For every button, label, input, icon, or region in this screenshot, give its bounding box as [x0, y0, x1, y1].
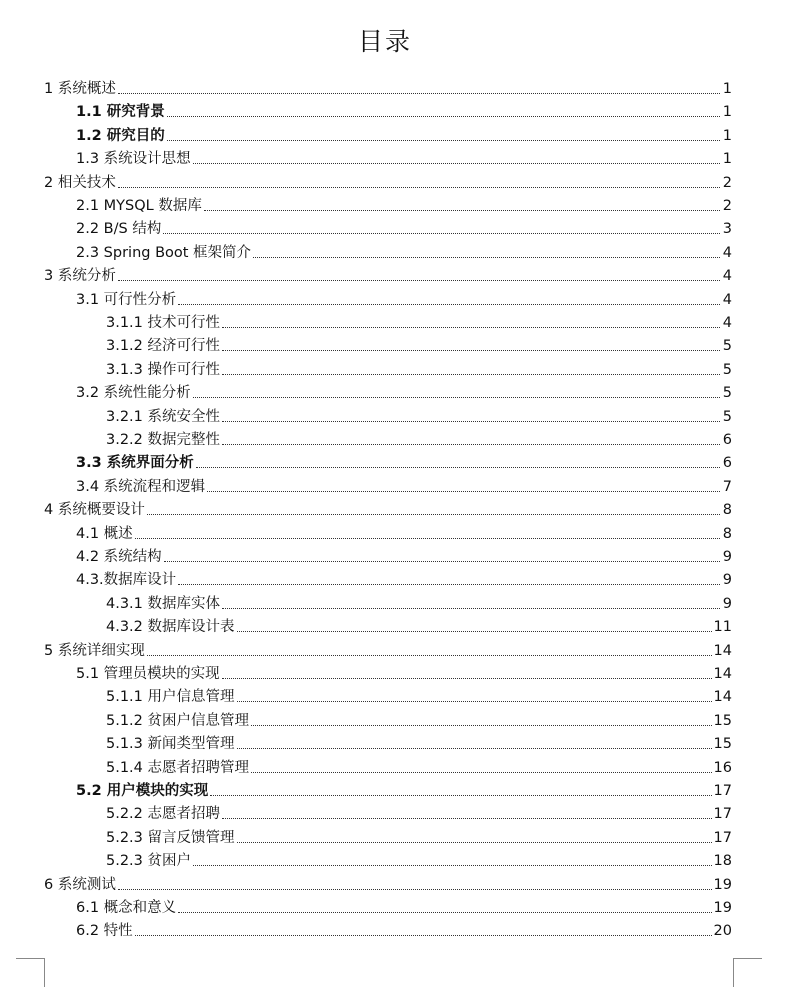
toc-entry[interactable] — [76, 567, 732, 589]
toc-entry-label: 3.2.2 数据完整性 — [106, 432, 221, 448]
toc-entry[interactable] — [76, 895, 732, 917]
toc-entry[interactable] — [76, 287, 732, 309]
toc-entry-label: 4 系统概要设计 — [44, 502, 145, 519]
toc-leader-dots — [222, 817, 712, 819]
toc-entry[interactable] — [44, 76, 732, 98]
toc-entry-label: 3.4 系统流程和逻辑 — [76, 478, 206, 495]
toc-entry[interactable] — [76, 123, 732, 145]
toc-title: 目录 — [357, 27, 412, 56]
toc-entry-label: 2.3 Spring Boot 框架简介 — [76, 244, 252, 261]
toc-entry-label: 5.1.4 志愿者招聘管理 — [106, 759, 250, 776]
toc-entry-page-number: 9 — [722, 549, 732, 565]
toc-leader-dots — [118, 279, 720, 281]
toc-leader-dots — [222, 677, 712, 679]
toc-entry-page-number: 14 — [713, 666, 732, 682]
toc-entry-label: 6.1 概念和意义 — [76, 900, 177, 916]
toc-leader-dots — [135, 934, 712, 936]
toc-entry[interactable] — [106, 404, 732, 426]
toc-entry[interactable] — [106, 755, 732, 777]
toc-leader-dots — [147, 513, 720, 515]
toc-entry[interactable] — [76, 661, 732, 683]
toc-entry-page-number: 7 — [722, 478, 732, 495]
toc-entry-label: 5.2.3 贫困户 — [106, 853, 192, 870]
toc-entry-label: 4.2 系统结构 — [76, 549, 162, 565]
toc-entry-page-number: 3 — [722, 221, 732, 238]
toc-entry[interactable] — [76, 146, 732, 168]
toc-entry-label: 1.1 研究背景 — [76, 104, 165, 121]
toc-entry[interactable] — [106, 708, 732, 730]
page-corner-mark-left — [16, 958, 45, 987]
toc-entry[interactable] — [106, 357, 732, 379]
toc-entry-page-number: 5 — [722, 385, 732, 402]
toc-entry-label: 5.1.3 新闻类型管理 — [106, 736, 235, 753]
toc-entry[interactable] — [106, 427, 732, 449]
toc-entry-page-number: 4 — [722, 291, 732, 308]
toc-leader-dots — [237, 747, 712, 749]
toc-leader-dots — [204, 209, 720, 211]
toc-entry[interactable] — [76, 216, 732, 238]
toc-entry-page-number: 15 — [713, 736, 732, 753]
toc-entry-page-number: 5 — [722, 408, 732, 425]
toc-leader-dots — [135, 537, 720, 539]
toc-entry-page-number: 15 — [713, 712, 732, 729]
toc-entry[interactable] — [76, 450, 732, 472]
toc-entry-page-number: 8 — [722, 502, 732, 519]
toc-entry[interactable] — [106, 591, 732, 613]
toc-leader-dots — [222, 373, 720, 375]
toc-entry-page-number: 14 — [713, 689, 732, 706]
toc-entry[interactable] — [44, 170, 732, 192]
toc-entry-label: 5.1.2 贫困户信息管理 — [106, 712, 250, 729]
toc-leader-dots — [163, 232, 720, 234]
toc-entry[interactable] — [44, 872, 732, 894]
toc-entry[interactable] — [44, 263, 732, 285]
toc-entry-page-number: 18 — [713, 853, 732, 870]
toc-leader-dots — [193, 864, 712, 866]
toc-entry-label: 3.1.2 经济可行性 — [106, 338, 221, 355]
toc-entry-page-number: 9 — [722, 595, 732, 612]
toc-entry-label: 2 相关技术 — [44, 174, 116, 191]
toc-entry-label: 5 系统详细实现 — [44, 642, 145, 659]
toc-entry-page-number: 17 — [713, 783, 732, 799]
toc-leader-dots — [237, 841, 712, 843]
toc-leader-dots — [164, 560, 720, 562]
toc-entry-page-number: 19 — [713, 876, 732, 893]
toc-entry[interactable] — [106, 825, 732, 847]
toc-entry-label: 4.3.1 数据库实体 — [106, 595, 221, 612]
toc-entry-label: 6 系统测试 — [44, 876, 116, 893]
toc-entry-label: 4.1 概述 — [76, 525, 133, 542]
toc-leader-dots — [167, 115, 720, 117]
toc-entry-page-number: 8 — [722, 525, 732, 542]
toc-entry-label: 5.1 管理员模块的实现 — [76, 666, 220, 682]
toc-entry-label: 3.1.3 操作可行性 — [106, 361, 221, 378]
toc-entry-page-number: 4 — [722, 244, 732, 261]
toc-entry[interactable] — [76, 380, 732, 402]
toc-entry-label: 2.2 B/S 结构 — [76, 221, 162, 238]
toc-entry-label: 3.3 系统界面分析 — [76, 455, 194, 472]
toc-leader-dots — [251, 771, 712, 773]
toc-entry[interactable] — [44, 497, 732, 519]
toc-entry[interactable] — [106, 310, 732, 332]
toc-entry[interactable] — [106, 731, 732, 753]
toc-entry-page-number: 2 — [722, 198, 732, 214]
toc-entry-label: 1 系统概述 — [44, 81, 116, 97]
toc-entry-label: 3.1.1 技术可行性 — [106, 315, 221, 331]
toc-entry[interactable] — [106, 333, 732, 355]
toc-leader-dots — [222, 349, 720, 351]
toc-leader-dots — [222, 420, 720, 422]
toc-entry-page-number: 9 — [722, 572, 732, 589]
toc-entry-label: 4.3.2 数据库设计表 — [106, 619, 235, 636]
toc-entry[interactable] — [76, 240, 732, 262]
toc-leader-dots — [118, 186, 720, 188]
toc-entry[interactable] — [76, 99, 732, 121]
toc-entry-page-number: 17 — [713, 806, 732, 823]
toc-entry-label: 6.2 特性 — [76, 923, 133, 940]
toc-entry-page-number: 2 — [722, 174, 732, 191]
toc-leader-dots — [237, 630, 712, 632]
toc-entry-page-number: 1 — [722, 151, 732, 168]
toc-entry[interactable] — [76, 778, 732, 800]
toc-entry-page-number: 5 — [722, 361, 732, 378]
toc-leader-dots — [178, 303, 720, 305]
toc-leader-dots — [118, 92, 720, 94]
toc-entry[interactable] — [76, 521, 732, 543]
toc-entry-page-number: 14 — [713, 642, 732, 659]
toc-leader-dots — [167, 139, 720, 141]
toc-entry-label: 5.2 用户模块的实现 — [76, 783, 209, 799]
toc-leader-dots — [196, 466, 720, 468]
toc-entry-label: 3.1 可行性分析 — [76, 291, 177, 308]
toc-leader-dots — [222, 326, 720, 328]
toc-entry-label: 5.2.3 留言反馈管理 — [106, 829, 235, 846]
toc-entry[interactable] — [76, 474, 732, 496]
toc-entry-label: 1.2 研究目的 — [76, 127, 165, 144]
toc-entry[interactable] — [44, 638, 732, 660]
toc-entry-page-number: 1 — [722, 104, 732, 121]
toc-leader-dots — [210, 794, 711, 796]
toc-entry[interactable] — [106, 614, 732, 636]
toc-entry[interactable] — [76, 918, 732, 940]
toc-entry[interactable] — [106, 848, 732, 870]
toc-leader-dots — [222, 443, 720, 445]
toc-entry-label: 3.2.1 系统安全性 — [106, 408, 221, 425]
toc-entry-page-number: 20 — [713, 923, 732, 940]
toc-leader-dots — [118, 888, 712, 890]
toc-entry[interactable] — [106, 801, 732, 823]
toc-entry-page-number: 4 — [722, 315, 732, 331]
toc-entry[interactable] — [76, 544, 732, 566]
toc-leader-dots — [253, 256, 720, 258]
toc-leader-dots — [147, 654, 712, 656]
toc-leader-dots — [178, 911, 711, 913]
toc-leader-dots — [193, 396, 720, 398]
toc-entry[interactable] — [106, 684, 732, 706]
toc-entry-page-number: 19 — [713, 900, 732, 916]
toc-entry-label: 4.3.数据库设计 — [76, 572, 177, 589]
toc-entry-page-number: 6 — [722, 455, 732, 472]
toc-entry-page-number: 17 — [713, 829, 732, 846]
toc-entry-label: 3 系统分析 — [44, 268, 116, 285]
toc-entry-label: 2.1 MYSQL 数据库 — [76, 198, 202, 214]
toc-leader-dots — [222, 607, 720, 609]
toc-leader-dots — [207, 490, 720, 492]
toc-entry-label: 5.1.1 用户信息管理 — [106, 689, 235, 706]
toc-entry-page-number: 6 — [722, 432, 732, 448]
toc-entry-label: 3.2 系统性能分析 — [76, 385, 191, 402]
toc-leader-dots — [193, 162, 720, 164]
toc-entry-page-number: 11 — [713, 619, 732, 636]
toc-entry-label: 5.2.2 志愿者招聘 — [106, 806, 221, 823]
toc-entry-page-number: 16 — [713, 759, 732, 776]
toc-entry-label: 1.3 系统设计思想 — [76, 151, 191, 168]
toc-entry-page-number: 1 — [722, 127, 732, 144]
toc-entry-page-number: 1 — [722, 81, 732, 97]
toc-leader-dots — [237, 700, 712, 702]
toc-leader-dots — [251, 724, 712, 726]
toc-entry-page-number: 4 — [722, 268, 732, 285]
toc-entry-page-number: 5 — [722, 338, 732, 355]
toc-entry[interactable] — [76, 193, 732, 215]
page-corner-mark-right — [733, 958, 762, 987]
toc-leader-dots — [178, 583, 720, 585]
